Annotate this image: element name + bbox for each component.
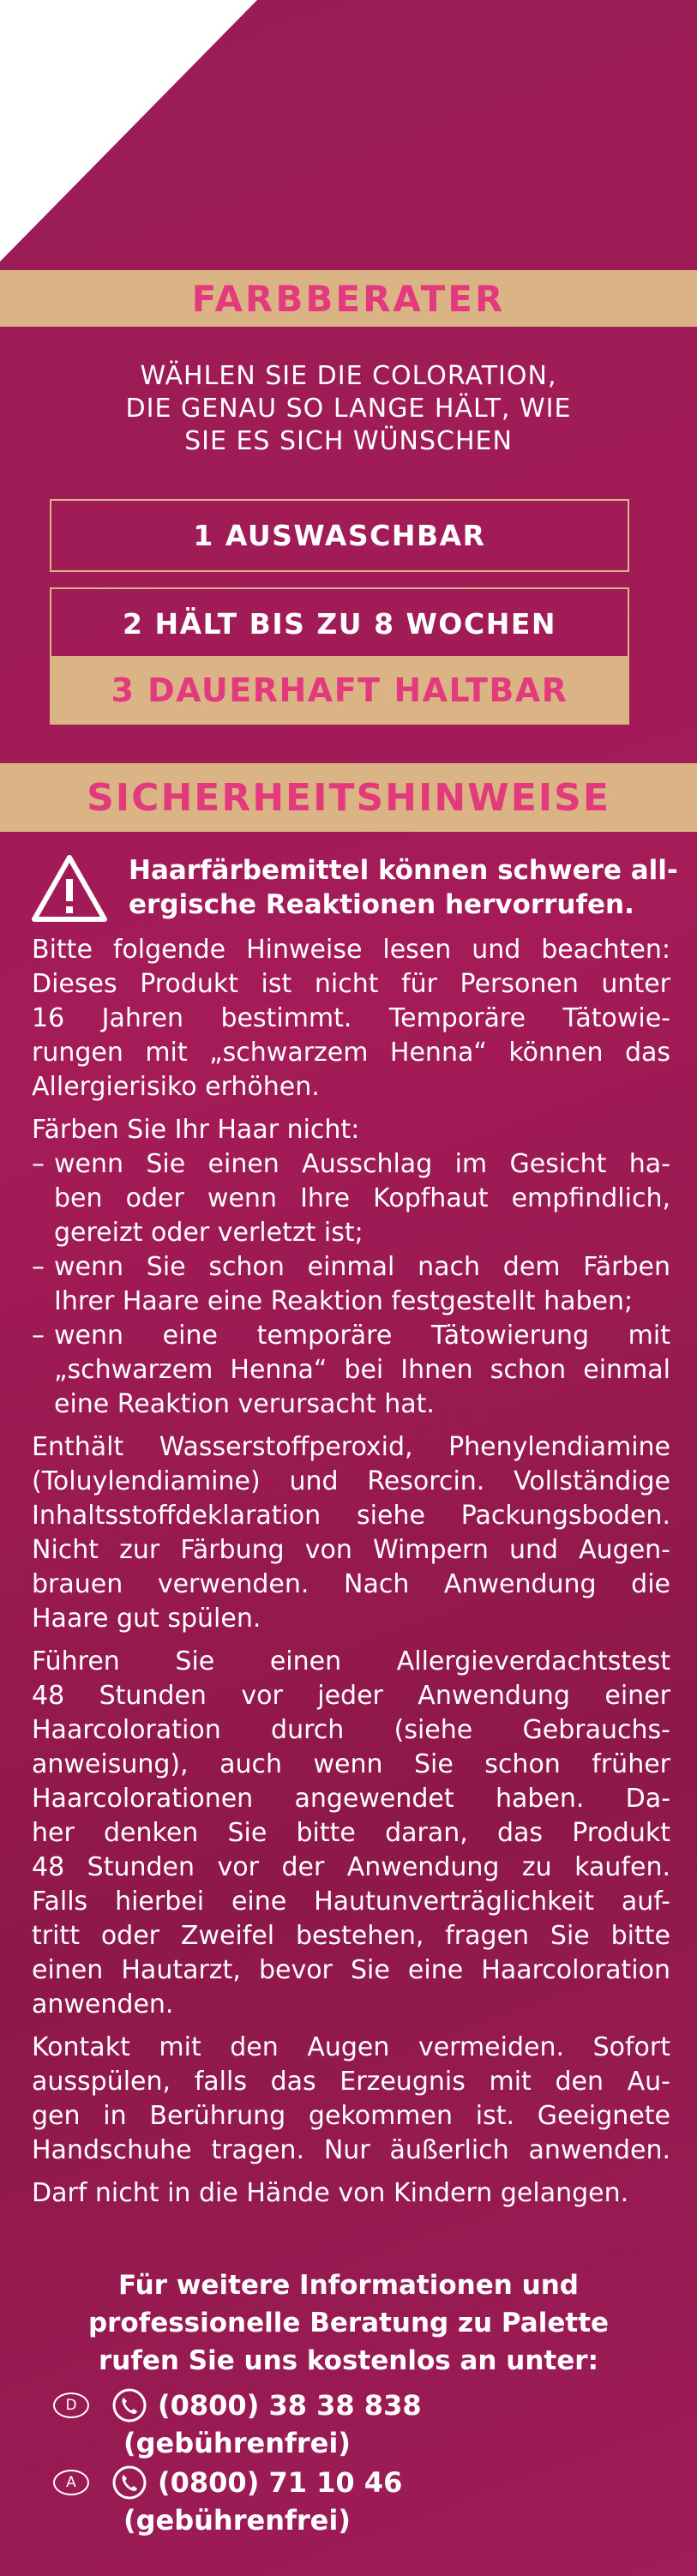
allergy-test-paragraph [32,1645,670,2022]
text-line: tritt oder Zweifel bestehen, fragen Sie bitte [32,1921,670,1951]
allergy-warning [129,853,678,922]
text-line: Haare gut spülen. [32,1604,261,1634]
option-label: 2 HÄLT BIS ZU 8 WOCHEN [123,607,556,641]
telephone-icon [111,2387,147,2423]
list-item [32,1250,670,1319]
warning-line: ergische Reaktionen hervorrufen. [129,889,634,920]
phone-austria [53,2464,653,2539]
telephone-icon [111,2465,147,2501]
option-label: 3 DAUERHAFT HALTBAR [111,671,568,709]
text-line: Bitte folgende Hinweise lesen und beachten: [32,935,670,965]
country-badge: D [53,2392,89,2418]
phone-germany [53,2386,653,2462]
children-warning [32,2176,670,2211]
contact-line: Für weitere Informationen und [118,2270,579,2301]
option-haelt-8-wochen [50,587,629,660]
text-line: Führen Sie einen Allergieverdachtstest [32,1646,670,1676]
list-item [32,1319,670,1422]
text-line: ausspülen, falls das Erzeugnis mit den Au- [32,2067,670,2097]
sicherheitshinweise-band [0,763,697,832]
text-line: Handschuhe tragen. Nur äußerlich anwenden. [32,2135,670,2165]
text-line: 16 Jahren bestimmt. Temporäre Tätowie- [32,1003,670,1033]
text-line: brauen verwenden. Nach Anwendung die [32,1569,670,1599]
text-line: wenn Sie schon einmal nach dem Färben [54,1252,670,1282]
text-line: Haarcoloration durch (siehe Gebrauchs- [32,1715,670,1745]
text-line: her denken Sie bitte daran, das Produkt [32,1818,670,1848]
dash: – [32,1252,45,1282]
text-line: Kontakt mit den Augen vermeiden. Sofort [32,2032,670,2062]
intro-line: DIE GENAU SO LANGE HÄLT, WIE [125,394,572,424]
text-line: wenn Sie einen Ausschlag im Gesicht ha- [54,1149,670,1179]
text-line: Haarcolorationen angewendet haben. Da- [32,1784,670,1814]
intro-line: WÄHLEN SIE DIE COLORATION, [140,361,557,391]
text-line: Allergierisiko erhöhen. [32,1072,320,1102]
dash: – [32,1149,45,1179]
contact-info [0,2266,697,2380]
option-dauerhaft-haltbar [50,656,629,725]
text-line: Nicht zur Färbung von Wimpern und Augen- [32,1535,670,1565]
text-line: 48 Stunden vor der Anwendung zu kaufen. [32,1852,670,1882]
phone-number[interactable]: (0800) 71 10 46 [158,2466,403,2499]
text-line: gereizt oder verletzt ist; [54,1218,364,1248]
farbberater-title: FARBBERATER [191,277,506,320]
warning-triangle-icon [31,853,108,924]
text-line: eine Reaktion verursacht hat. [54,1389,435,1419]
ingredients-paragraph [32,1430,670,1636]
phone-note: (gebührenfrei) [123,2427,351,2459]
eye-contact-paragraph [32,2031,670,2168]
safety-body [32,933,670,2219]
country-badge: A [53,2470,89,2495]
text-line: Falls hierbei eine Hautunverträglichkeit auf- [32,1887,670,1917]
farbberater-intro [0,360,697,458]
phone-number[interactable]: (0800) 38 38 838 [158,2389,422,2422]
contact-line: professionelle Beratung zu Palette [87,2308,610,2338]
text-line: wenn eine temporäre Tätowierung mit [54,1321,670,1351]
text-line: Enthält Wasserstoffperoxid, Phenylendiamine [32,1432,670,1462]
warning-line: Haarfärbemittel können schwere all- [129,855,678,886]
option-auswaschbar [50,499,629,572]
text-line: Inhaltsstoffdeklaration siehe Packungsboden. [32,1501,670,1531]
text-line: gen in Berührung gekommen ist. Geeignete [32,2101,670,2131]
text-line: ben oder wenn Ihre Kopfhaut empfindlich, [54,1183,670,1213]
list-heading: Färben Sie Ihr Haar nicht: [32,1115,360,1145]
intro-line: SIE ES SICH WÜNSCHEN [184,426,513,456]
intro-paragraph [32,933,670,1104]
text-line: rungen mit „schwarzem Henna“ können das [32,1038,670,1068]
text-line: einen Hautarzt, bevor Sie eine Haarcoloration [32,1955,670,1985]
text-line: Darf nicht in die Hände von Kindern gelangen. [32,2178,629,2208]
text-line: (Toluylendiamine) und Resorcin. Vollständige [32,1466,670,1496]
contact-line: rufen Sie uns kostenlos an unter: [99,2345,598,2376]
phone-note: (gebührenfrei) [123,2504,351,2537]
sicherheitshinweise-title: SICHERHEITSHINWEISE [87,775,610,820]
do-not-dye-list [32,1113,670,1422]
text-line: Dieses Produkt ist nicht für Personen unter [32,969,670,999]
text-line: 48 Stunden vor jeder Anwendung einer [32,1681,670,1711]
text-line: „schwarzem Henna“ bei Ihnen schon einmal [54,1355,670,1385]
dash: – [32,1321,45,1351]
text-line: anwenden. [32,1989,174,2019]
text-line: anweisung), auch wenn Sie schon früher [32,1749,670,1779]
farbberater-band [0,270,697,327]
option-label: 1 AUSWASCHBAR [193,519,486,552]
list-item [32,1147,670,1250]
text-line: Ihrer Haare eine Reaktion festgestellt haben; [54,1286,634,1316]
